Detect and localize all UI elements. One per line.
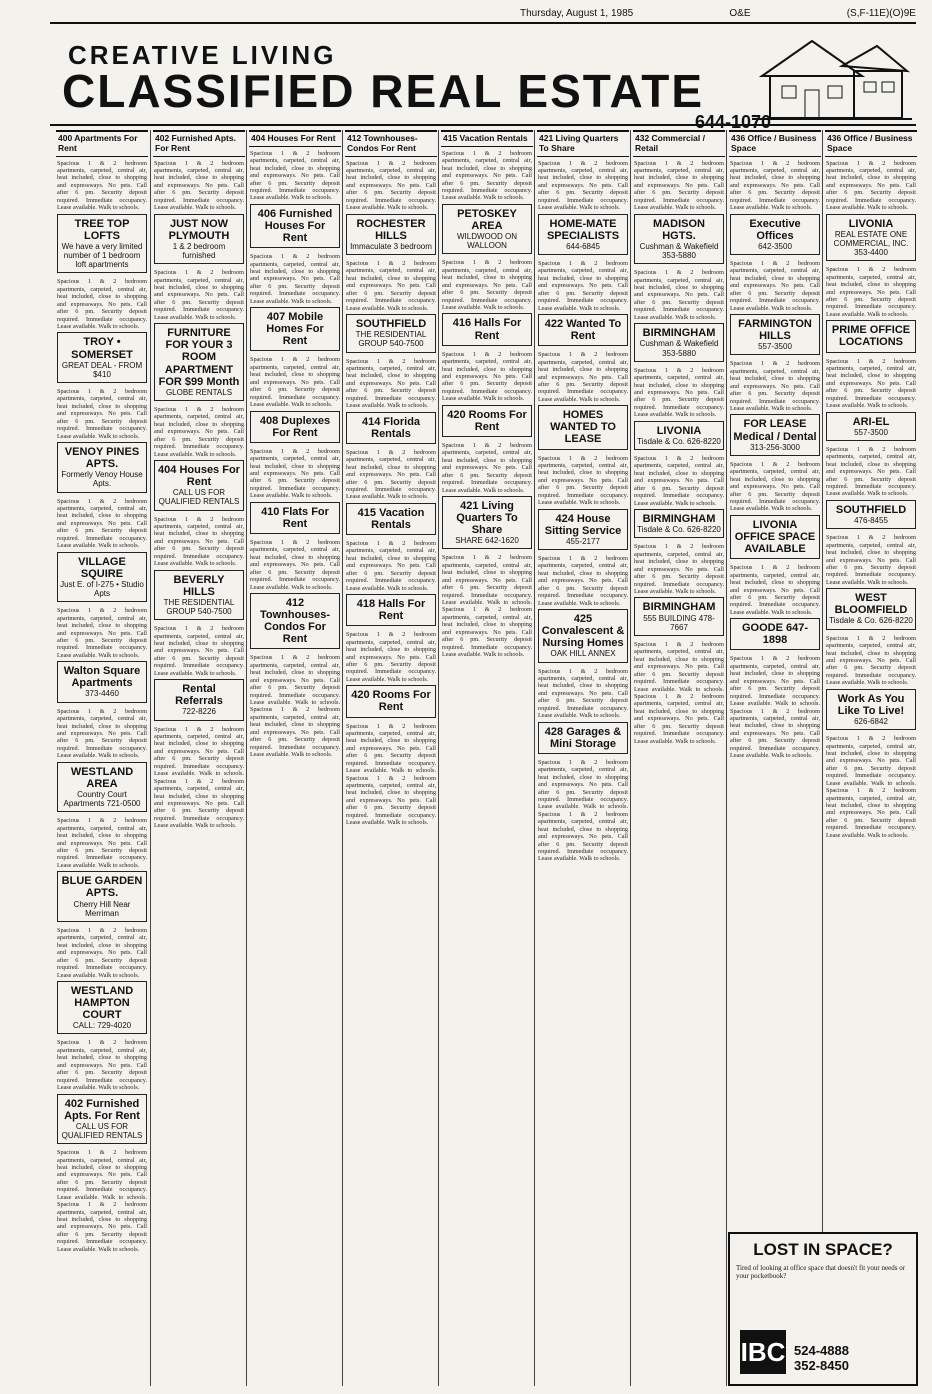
display-ad [442,313,532,345]
listing-text: Spacious 1 & 2 bedroom apartments, carpeted, central air, heat included, close to shopping and expressways. No pets. Call after 6 pm. Security deposit required. Immediate occupancy. Lease available. Walk to schools. [826,159,916,212]
column-header: 402 Furnished Apts. For Rent [153,130,245,157]
ad-headline: BLUE GARDEN APTS. [61,875,143,900]
banner-phone: 644-1070 [695,112,772,132]
section-label: O&E [729,7,751,19]
ad-headline: TROY • SOMERSET [71,336,133,361]
ad-detail: Tisdale & Co. 626-8220 [637,436,721,446]
ad-headline: 422 Wanted To Rent [544,318,622,343]
ad-detail: THE RESIDENTIAL GROUP 540-7500 [163,597,235,616]
column-header: 436 Office / Business Space [825,130,917,157]
listing-text: Spacious 1 & 2 bedroom apartments, carpeted, central air, heat included, close to shopping and expressways. No pets. Call after 6 pm. Security deposit required. Immediate occupancy. Lease available. Walk to schools. [57,159,147,212]
ad-detail: CALL US FOR QUALIFIED RENTALS [158,488,240,507]
lost-in-space-ad [728,1232,918,1386]
ad-headline: 410 Flats For Rent [261,505,329,530]
ad-headline: LIVONIA [848,217,894,230]
ad-detail: GLOBE RENTALS [165,387,233,397]
ad-detail: 644-6845 [566,241,600,251]
ad-detail: CALL US FOR QUALIFIED RENTALS [61,1121,143,1140]
display-ad [730,618,820,650]
display-ad [730,515,820,559]
ad-detail: 722-8226 [182,707,216,717]
display-ad [57,442,147,493]
ad-headline: MADISON HGTS. [653,217,705,242]
ad-headline: BEVERLY HILLS [173,573,225,598]
ad-headline: 414 Florida Rentals [361,415,421,440]
page-code: (S,F-11E)(O)9E [846,7,916,19]
listing-text: Spacious 1 & 2 bedroom apartments, carpeted, central air, heat included, close to shopping and expressways. No pets. Call after 6 pm. Security deposit required. Immediate occupancy. Lease available. Walk to schools. [57,387,147,440]
ad-headline: FURNITURE FOR YOUR 3 ROOM APARTMENT FOR $99 Month [158,327,240,388]
listing-text: Spacious 1 & 2 bedroom apartments, carpeted, central air, heat included, close to shopping and expressways. No pets. Call after 6 pm. Security deposit required. Immediate occupancy. Lease available. Walk to schools. [57,1039,147,1092]
display-ad [442,405,532,437]
ad-detail: Just E. of I-275 • Studio Apts [60,579,144,599]
display-ad [346,594,436,626]
ad-headline: GOODE 647-1898 [741,622,809,647]
listing-text: Spacious 1 & 2 bedroom apartments, carpeted, central air, heat included, close to shopping and expressways. No pets. Call after 6 pm. Security deposit required. Immediate occupancy. Lease available. Walk to schools. [250,447,340,500]
classified-column [438,130,535,1386]
ad-headline: Walton Square Apartments [63,665,141,690]
listing-text: Spacious 1 & 2 bedroom apartments, carpeted, central air, heat included, close to shopping and expressways. No pets. Call after 6 pm. Security deposit required. Immediate occupancy. Lease available. Walk to schools. [346,259,436,312]
listing-text: Spacious 1 & 2 bedroom apartments, carpeted, central air, heat included, close to shopping and expressways. No pets. Call after 6 pm. Security deposit required. Immediate occupancy. Lease available. Walk to schools. [346,448,436,501]
display-ad [57,981,147,1034]
ad-headline: 424 House Sitting Service [544,512,622,537]
listing-text: Spacious 1 & 2 bedroom apartments, carpeted, central air, heat included, close to shopping and expressways. No pets. Call after 6 pm. Security deposit required. Immediate occupancy. Lease available. Walk to schools. [730,460,820,513]
listing-text: Spacious 1 & 2 bedroom apartments, carpeted, central air, heat included, close to shopping and expressways. No pets. Call after 6 pm. Security deposit required. Immediate occupancy. Lease available. Walk to schools. [538,555,628,607]
listing-text: Spacious 1 & 2 bedroom apartments, carpeted, central air, heat included, close to shopping and expressways. No pets. Call after 6 pm. Security deposit required. Immediate occupancy. Lease available. Walk to schools. [826,445,916,498]
ad-detail: 642-3500 [758,241,792,251]
listing-text: Spacious 1 & 2 bedroom apartments, carpeted, central air, heat included, close to shopping and expressways. No pets. Call after 6 pm. Security deposit required. Immediate occupancy. Lease available. Walk to schools. Spacious 1 & 2 bedroom apartments, carpeted, central air, heat included, close to shopping and expressways. No pets. Call after 6 pm. Security deposit required. Immediate occupancy. Lease available. Walk to schools. [57,1149,147,1253]
banner-title: CLASSIFIED REAL ESTATE [62,65,705,117]
ad-detail: Cherry Hill Near Merriman [73,899,131,918]
ad-headline: PRIME OFFICE LOCATIONS [831,324,911,349]
display-ad [346,214,436,255]
ad-headline: 420 Rooms For Rent [351,689,431,714]
display-ad [826,588,916,629]
listing-text: Spacious 1 & 2 bedroom apartments, carpeted, central air, heat included, close to shopping and expressways. No pets. Call after 6 pm. Security deposit required. Immediate occupancy. Lease available. Walk to schools. [250,253,340,305]
ad-detail: GREAT DEAL - FROM $410 [61,360,143,379]
listing-text: Spacious 1 & 2 bedroom apartments, carpeted, central air, heat included, close to shopping and expressways. No pets. Call after 6 pm. Security deposit required. Immediate occupancy. Lease available. Walk to schools. [154,159,244,212]
display-ad [57,661,147,702]
listing-text: Spacious 1 & 2 bedroom apartments, carpeted, central air, heat included, close to shopping and expressways. No pets. Call after 6 pm. Security deposit required. Immediate occupancy. Lease available. Walk to schools. [634,366,724,419]
ad-headline: WESTLAND HAMPTON COURT [70,984,134,1022]
listing-text: Spacious 1 & 2 bedroom apartments, carpeted, central air, heat included, close to shopping and expressways. No pets. Call after 6 pm. Security deposit required. Immediate occupancy. Lease available. Walk to schools. [826,634,916,687]
ad-headline: 420 Rooms For Rent [447,408,527,433]
listing-text: Spacious 1 & 2 bedroom apartments, carpeted, central air, heat included, close to shopping and expressways. No pets. Call after 6 pm. Security deposit required. Immediate occupancy. Lease available. Walk to schools. Spacious 1 & 2 bedroom apartments, carpeted, central air, heat included, close to shopping and expressways. No pets. Call after 6 pm. Security deposit required. Immediate occupancy. Lease available. Walk to schools. [826,735,916,839]
listing-text: Spacious 1 & 2 bedroom apartments, carpeted, central air, heat included, close to shopping and expressways. No pets. Call after 6 pm. Security deposit required. Immediate occupancy. Lease available. Walk to schools. [346,540,436,592]
ad-headline: Work As You Like To Live! [837,692,905,717]
ad-headline: WESTLAND AREA [70,765,134,790]
ad-headline: 416 Halls For Rent [452,317,522,342]
ad-headline: FOR LEASE Medical / Dental [733,418,817,443]
listing-text: Spacious 1 & 2 bedroom apartments, carpeted, central air, heat included, close to shopping and expressways. No pets. Call after 6 pm. Security deposit required. Immediate occupancy. Lease available. Walk to schools. Spacious 1 & 2 bedroom apartments, carpeted, central air, heat included, close to shopping and expressways. No pets. Call after 6 pm. Security deposit required. Immediate occupancy. Lease available. Walk to schools. [730,655,820,760]
ibc-logo: IBC [740,1330,786,1374]
listing-text: Spacious 1 & 2 bedroom apartments, carpeted, central air, heat included, close to shopping and expressways. No pets. Call after 6 pm. Security deposit required. Immediate occupancy. Lease available. Walk to schools. [154,625,244,677]
display-ad [154,570,244,621]
display-ad [250,502,340,534]
display-ad [826,320,916,352]
listing-text: Spacious 1 & 2 bedroom apartments, carpeted, central air, heat included, close to shopping and expressways. No pets. Call after 6 pm. Security deposit required. Immediate occupancy. Lease available. Walk to schools. [730,564,820,616]
ad-detail: Cushman & Wakefield 353-5880 [639,339,719,358]
ad-headline: 412 Townhouses-Condos For Rent [259,597,331,646]
ad-headline: Rental Referrals [175,683,223,708]
ad-detail: 373-4460 [85,689,119,699]
listing-text: Spacious 1 & 2 bedroom apartments, carpeted, central air, heat included, close to shopping and expressways. No pets. Call after 6 pm. Security deposit required. Immediate occupancy. Lease available. Walk to schools. [57,926,147,979]
listing-text: Spacious 1 & 2 bedroom apartments, carpeted, central air, heat included, close to shopping and expressways. No pets. Call after 6 pm. Security deposit required. Immediate occupancy. Lease available. Walk to schools. [346,631,436,683]
ad-detail: 555 BUILDING 478-7667 [643,613,715,632]
ad-headline: TREE TOP LOFTS [74,217,130,242]
ad-headline: ROCHESTER HILLS [356,217,426,242]
display-ad [57,762,147,813]
listing-text: Spacious 1 & 2 bedroom apartments, carpeted, central air, heat included, close to shopping and expressways. No pets. Call after 6 pm. Security deposit required. Immediate occupancy. Lease available. Walk to schools. [250,356,340,409]
listing-text: Spacious 1 & 2 bedroom apartments, carpeted, central air, heat included, close to shopping and expressways. No pets. Call after 6 pm. Security deposit required. Immediate occupancy. Lease available. Walk to schools. [826,357,916,410]
listing-text: Spacious 1 & 2 bedroom apartments, carpeted, central air, heat included, close to shopping and expressways. No pets. Call after 6 pm. Security deposit required. Immediate occupancy. Lease available. Walk to schools. [442,259,532,312]
listing-text: Spacious 1 & 2 bedroom apartments, carpeted, central air, heat included, close to shopping and expressways. No pets. Call after 6 pm. Security deposit required. Immediate occupancy. Lease available. Walk to schools. [538,667,628,720]
classified-column [342,130,439,1386]
ad-headline: HOMES WANTED TO LEASE [550,409,616,446]
ad-headline: 407 Mobile Homes For Rent [266,311,324,348]
listing-text: Spacious 1 & 2 bedroom apartments, carpeted, central air, heat included, close to shopping and expressways. No pets. Call after 6 pm. Security deposit required. Immediate occupancy. Lease available. Walk to schools. [57,817,147,869]
ad-detail: SHARE 642-1620 [455,536,519,546]
ad-detail: 626-6842 [854,716,888,726]
ad-detail: CALL: 729-4020 [72,1021,132,1031]
display-ad [730,414,820,455]
listing-text: Spacious 1 & 2 bedroom apartments, carpeted, central air, heat included, close to shopping and expressways. No pets. Call after 6 pm. Security deposit required. Immediate occupancy. Lease available. Walk to schools. Spacious 1 & 2 bedroom apartments, carpeted, central air, heat included, close to shopping and expressways. No pets. Call after 6 pm. Security deposit required. Immediate occupancy. Lease available. Walk to schools. [538,758,628,863]
classified-column [630,130,727,1386]
ad-headline: 425 Convalescent & Nursing Homes [541,613,625,650]
display-ad [346,412,436,444]
classified-column [246,130,343,1386]
banner-rule [50,124,916,126]
listing-text: Spacious 1 & 2 bedroom apartments, carpeted, central air, heat included, close to shopping and expressways. No pets. Call after 6 pm. Security deposit required. Immediate occupancy. Lease available. Walk to schools. [826,266,916,318]
listing-text: Spacious 1 & 2 bedroom apartments, carpeted, central air, heat included, close to shopping and expressways. No pets. Call after 6 pm. Security deposit required. Immediate occupancy. Lease available. Walk to schools. [250,149,340,202]
display-ad [154,679,244,720]
listing-text: Spacious 1 & 2 bedroom apartments, carpeted, central air, heat included, close to shopping and expressways. No pets. Call after 6 pm. Security deposit required. Immediate occupancy. Lease available. Walk to schools. [57,707,147,760]
listing-text: Spacious 1 & 2 bedroom apartments, carpeted, central air, heat included, close to shopping and expressways. No pets. Call after 6 pm. Security deposit required. Immediate occupancy. Lease available. Walk to schools. [730,259,820,312]
classified-column [54,130,150,1386]
display-ad [826,689,916,730]
classified-columns [54,130,918,1386]
listing-text: Spacious 1 & 2 bedroom apartments, carpeted, central air, heat included, close to shopping and expressways. No pets. Call after 6 pm. Security deposit required. Immediate occupancy. Lease available. Walk to schools. Spacious 1 & 2 bedroom apartments, carpeted, central air, heat included, close to shopping and expressways. No pets. Call after 6 pm. Security deposit required. Immediate occupancy. Lease available. Walk to schools. [250,654,340,759]
classified-column [534,130,631,1386]
ad-detail: 313-256-3000 [750,442,800,452]
display-ad [826,214,916,262]
ad-headline: 421 Living Quarters To Share [456,499,518,537]
ad-detail: Formerly Venoy House Apts. [61,470,143,489]
ad-headline: WEST BLOOMFIELD [834,592,908,617]
column-header: 421 Living Quarters To Share [537,130,629,157]
ad-headline: BIRMINGHAM [642,601,716,614]
display-ad [538,214,628,255]
display-ad [634,509,724,538]
ad-detail: REAL ESTATE ONE COMMERCIAL, INC. 353-4400 [833,229,909,258]
listing-text: Spacious 1 & 2 bedroom apartments, carpeted, central air, heat included, close to shopping and expressways. No pets. Call after 6 pm. Security deposit required. Immediate occupancy. Lease available. Walk to schools. [730,159,820,212]
display-ad [57,1094,147,1145]
display-ad [57,214,147,274]
display-ad [57,552,147,603]
display-ad [538,509,628,550]
ad-headline: FARMINGTON HILLS [738,318,812,343]
display-ad [154,460,244,511]
ad-headline: JUST NOW PLYMOUTH [168,217,230,242]
listing-text: Spacious 1 & 2 bedroom apartments, carpeted, central air, heat included, close to shopping and expressways. No pets. Call after 6 pm. Security deposit required. Immediate occupancy. Lease available. Walk to schools. [57,278,147,330]
display-ad [730,314,820,355]
ad-headline: 428 Garages & Mini Storage [544,725,622,750]
listing-text: Spacious 1 & 2 bedroom apartments, carpeted, central air, heat included, close to shopping and expressways. No pets. Call after 6 pm. Security deposit required. Immediate occupancy. Lease available. Walk to schools. [154,515,244,568]
classified-column [822,130,919,1386]
listing-text: Spacious 1 & 2 bedroom apartments, carpeted, central air, heat included, close to shopping and expressways. No pets. Call after 6 pm. Security deposit required. Immediate occupancy. Lease available. Walk to schools. [538,159,628,212]
display-ad [634,421,724,450]
banner-subtitle: CREATIVE LIVING [68,40,337,70]
listing-text: Spacious 1 & 2 bedroom apartments, carpeted, central air, heat included, close to shopping and expressways. No pets. Call after 6 pm. Security deposit required. Immediate occupancy. Lease available. Walk to schools. [538,259,628,312]
listing-text: Spacious 1 & 2 bedroom apartments, carpeted, central air, heat included, close to shopping and expressways. No pets. Call after 6 pm. Security deposit required. Immediate occupancy. Lease available. Walk to schools. [346,357,436,410]
display-ad [154,323,244,401]
display-ad [826,500,916,529]
display-ad [538,405,628,449]
listing-text: Spacious 1 & 2 bedroom apartments, carpeted, central air, heat included, close to shopping and expressways. No pets. Call after 6 pm. Security deposit required. Immediate occupancy. Lease available. Walk to schools. [826,534,916,586]
ad-detail: We have a very limited number of 1 bedroom loft apartments [61,241,143,270]
column-header: 400 Apartments For Rent [56,130,148,157]
display-ad [57,332,147,383]
listing-text: Spacious 1 & 2 bedroom apartments, carpeted, central air, heat included, close to shopping and expressways. No pets. Call after 6 pm. Security deposit required. Immediate occupancy. Lease available. Walk to schools. [442,441,532,494]
lost-ad-text: Tired of looking at office space that doesn't fit your needs or your pocketbook? [736,1264,906,1281]
ad-headline: 404 Houses For Rent [158,463,240,489]
ad-detail: 476-8455 [854,516,888,525]
lost-ad-phones [794,1343,849,1374]
listing-text: Spacious 1 & 2 bedroom apartments, carpeted, central air, heat included, close to shopping and expressways. No pets. Call after 6 pm. Security deposit required. Immediate occupancy. Lease available. Walk to schools. [634,159,724,212]
listing-text: Spacious 1 & 2 bedroom apartments, carpeted, central air, heat included, close to shopping and expressways. No pets. Call after 6 pm. Security deposit required. Immediate occupancy. Lease available. Walk to schools. Spacious 1 & 2 bedroom apartments, carpeted, central air, heat included, close to shopping and expressways. No pets. Call after 6 pm. Security deposit required. Immediate occupancy. Lease available. Walk to schools. [154,725,244,830]
ad-headline: BIRMINGHAM [642,513,716,526]
display-ad [250,307,340,351]
display-ad [634,323,724,361]
column-header: 436 Office / Business Space [729,130,821,157]
running-header [520,6,916,20]
ad-headline: 418 Halls For Rent [356,598,426,623]
display-ad [634,597,724,635]
listing-text: Spacious 1 & 2 bedroom apartments, carpeted, central air, heat included, close to shopping and expressways. No pets. Call after 6 pm. Security deposit required. Immediate occupancy. Lease available. Walk to schools. [57,497,147,550]
section-banner [50,30,916,132]
display-ad [538,722,628,754]
ad-detail: OAK HILL ANNEX [550,649,616,659]
display-ad [442,496,532,549]
display-ad [250,411,340,443]
listing-text: Spacious 1 & 2 bedroom apartments, carpeted, central air, heat included, close to shopping and expressways. No pets. Call after 6 pm. Security deposit required. Immediate occupancy. Lease available. Walk to schools. [538,351,628,403]
ad-headline: LIVONIA OFFICE SPACE AVAILABLE [734,518,816,556]
listing-text: Spacious 1 & 2 bedroom apartments, carpeted, central air, heat included, close to shopping and expressways. No pets. Call after 6 pm. Security deposit required. Immediate occupancy. Lease available. Walk to schools. Spacious 1 & 2 bedroom apartments, carpeted, central air, heat included, close to shopping and expressways. No pets. Call after 6 pm. Security deposit required. Immediate occupancy. Lease available. Walk to schools. [346,722,436,827]
ad-headline: 406 Furnished Houses For Rent [257,207,333,245]
display-ad [346,685,436,717]
listing-text: Spacious 1 & 2 bedroom apartments, carpeted, central air, heat included, close to shopping and expressways. No pets. Call after 6 pm. Security deposit required. Immediate occupancy. Lease available. Walk to schools. [634,455,724,507]
listing-text: Spacious 1 & 2 bedroom apartments, carpeted, central air, heat included, close to shopping and expressways. No pets. Call after 6 pm. Security deposit required. Immediate occupancy. Lease available. Walk to schools. [538,454,628,507]
ad-headline: ARI-EL [852,415,890,428]
ad-detail: Immaculate 3 bedroom [350,241,432,251]
display-ad [250,593,340,649]
display-ad [346,503,436,535]
ad-headline: 415 Vacation Rentals [357,506,425,531]
ad-detail: 557-3500 [854,427,888,437]
ad-headline: LIVONIA [656,424,702,437]
listing-text: Spacious 1 & 2 bedroom apartments, carpeted, central air, heat included, close to shopping and expressways. No pets. Call after 6 pm. Security deposit required. Immediate occupancy. Lease available. Walk to schools. [634,269,724,321]
ad-detail: Tisdale & Co. 626-8220 [637,525,721,535]
ad-headline: SOUTHFIELD [835,503,907,516]
ad-headline: Executive Offices [749,217,801,242]
ad-detail: Country Court Apartments 721-0500 [63,789,141,809]
ad-headline: SOUTHFIELD [355,318,427,331]
listing-text: Spacious 1 & 2 bedroom apartments, carpeted, central air, heat included, close to shopping and expressways. No pets. Call after 6 pm. Security deposit required. Immediate occupancy. Lease available. Walk to schools. [346,159,436,212]
display-ad [442,204,532,255]
ad-detail: Cushman & Wakefield 353-5880 [639,241,719,260]
display-ad [538,609,628,662]
display-ad [346,314,436,352]
ad-headline: PETOSKEY AREA [457,207,517,232]
column-header: 412 Townhouses-Condos For Rent [345,130,437,157]
display-ad [538,314,628,346]
column-header: 404 Houses For Rent [249,130,341,147]
display-ad [826,412,916,441]
ad-headline: HOME-MATE SPECIALISTS [546,217,620,242]
display-ad [730,214,820,255]
phone-1: 524-4888 [794,1342,849,1358]
listing-text: Spacious 1 & 2 bedroom apartments, carpeted, central air, heat included, close to shopping and expressways. No pets. Call after 6 pm. Security deposit required. Immediate occupancy. Lease available. Walk to schools. Spacious 1 & 2 bedroom apartments, carpeted, central air, heat included, close to shopping and expressways. No pets. Call after 6 pm. Security deposit required. Immediate occupancy. Lease available. Walk to schools. [634,640,724,745]
issue-date: Thursday, August 1, 1985 [520,7,634,19]
listing-text: Spacious 1 & 2 bedroom apartments, carpeted, central air, heat included, close to shopping and expressways. No pets. Call after 6 pm. Security deposit required. Immediate occupancy. Lease available. Walk to schools. [730,360,820,413]
display-ad [154,214,244,265]
phone-2: 352-8450 [794,1358,849,1374]
display-ad [250,204,340,248]
listing-text: Spacious 1 & 2 bedroom apartments, carpeted, central air, heat included, close to shopping and expressways. No pets. Call after 6 pm. Security deposit required. Immediate occupancy. Lease available. Walk to schools. [634,543,724,595]
listing-text: Spacious 1 & 2 bedroom apartments, carpeted, central air, heat included, close to shopping and expressways. No pets. Call after 6 pm. Security deposit required. Immediate occupancy. Lease available. Walk to schools. [442,350,532,403]
ad-detail: Tisdale & Co. 626-8220 [829,616,913,626]
ad-detail: 557-3500 [758,342,792,352]
ad-headline: VENOY PINES APTS. [64,446,140,471]
ad-detail: WILDWOOD ON WALLOON [457,232,517,251]
classified-column [150,130,247,1386]
house-illustration-icon [752,26,912,126]
ad-headline: BIRMINGHAM [642,327,716,340]
ad-headline: 402 Furnished Apts. For Rent [64,1097,140,1122]
listing-text: Spacious 1 & 2 bedroom apartments, carpeted, central air, heat included, close to shopping and expressways. No pets. Call after 6 pm. Security deposit required. Immediate occupancy. Lease available. Walk to schools. [154,405,244,458]
column-header: 415 Vacation Rentals [441,130,533,147]
ad-headline: 408 Duplexes For Rent [259,414,331,439]
column-header: 432 Commercial / Retail [633,130,725,157]
display-ad [57,871,147,922]
ad-detail: 455-2177 [566,536,600,546]
listing-text: Spacious 1 & 2 bedroom apartments, carpeted, central air, heat included, close to shopping and expressways. No pets. Call after 6 pm. Security deposit required. Immediate occupancy. Lease available. Walk to schools. [57,607,147,659]
listing-text: Spacious 1 & 2 bedroom apartments, carpeted, central air, heat included, close to shopping and expressways. No pets. Call after 6 pm. Security deposit required. Immediate occupancy. Lease available. Walk to schools. [442,149,532,202]
top-rule [50,22,916,24]
listing-text: Spacious 1 & 2 bedroom apartments, carpeted, central air, heat included, close to shopping and expressways. No pets. Call after 6 pm. Security deposit required. Immediate occupancy. Lease available. Walk to schools. [154,269,244,321]
classified-column [726,130,823,1386]
ad-detail: 1 & 2 bedroom furnished [172,241,226,260]
listing-text: Spacious 1 & 2 bedroom apartments, carpeted, central air, heat included, close to shopping and expressways. No pets. Call after 6 pm. Security deposit required. Immediate occupancy. Lease available. Walk to schools. [250,538,340,591]
ad-headline: VILLAGE SQUIRE [78,555,126,580]
display-ad [634,214,724,265]
ad-detail: THE RESIDENTIAL GROUP 540-7500 [355,330,427,349]
lost-ad-title: LOST IN SPACE? [753,1240,893,1259]
listing-text: Spacious 1 & 2 bedroom apartments, carpeted, central air, heat included, close to shopping and expressways. No pets. Call after 6 pm. Security deposit required. Immediate occupancy. Lease available. Walk to schools. Spacious 1 & 2 bedroom apartments, carpeted, central air, heat included, close to shopping and expressways. No pets. Call after 6 pm. Security deposit required. Immediate occupancy. Lease available. Walk to schools. [442,554,532,659]
